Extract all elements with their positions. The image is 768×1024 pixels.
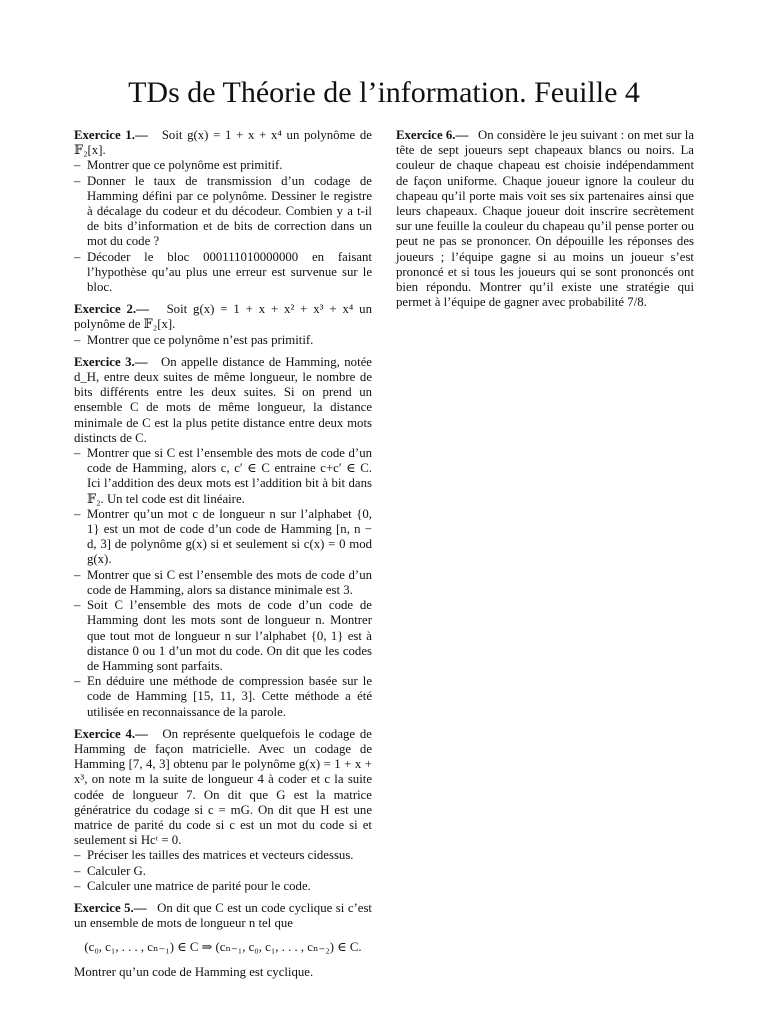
exercise-6-statement: [396, 128, 694, 310]
exercise-2-heading: Exercice 2.—: [74, 302, 149, 317]
exercise-5-statement: [74, 901, 372, 931]
exercise-2-question-1: – Montrer que ce polynôme n’est pas primitif.: [74, 333, 372, 348]
exercise-4-questions: [74, 848, 372, 894]
exercise-1-questions: [74, 158, 372, 295]
exercise-1-question-3: – Décoder le bloc 000111010000000 en faisant l’hypothèse qu’au plus une erreur est survenue sur le bloc.: [74, 250, 372, 296]
exercise-3-statement: [74, 355, 372, 446]
exercise-3-question-5: – En déduire une méthode de compression basée sur le code de Hamming [15, 11, 3]. Cette méthode a été utilisée en reconnaissance de la parole.: [74, 674, 372, 720]
exercise-5-formula: (c₀, c₁, . . . , cₙ₋₁) ∈ C ⇒ (cₙ₋₁, c₀, c₁, . . . , cₙ₋₂) ∈ C.: [84, 940, 362, 955]
exercise-2: [74, 302, 372, 348]
exercise-3: [74, 355, 372, 720]
exercise-3-question-4: – Soit C l’ensemble des mots de code d’un code de Hamming dont les mots sont de longueur n. Montrer que tout mot de longueur n sur l’alphabet {0, 1} est à distance 0 ou 1 d’un mot du code. On dit que les codes de Hamming sont parfaits.: [74, 598, 372, 674]
exercise-2-intro: Soit g(x) = 1 + x + x² + x³ + x⁴ un polynôme de 𝔽₂[x].: [74, 302, 372, 332]
exercise-3-question-1: – Montrer que si C est l’ensemble des mots de code d’un code de Hamming, alors c, c′ ∈ C entraine c+c′ ∈ C. Ici l’addition des deux mots est l’addition bit à bit dans 𝔽₂. Un tel code est dit linéaire.: [74, 446, 372, 507]
exercise-6-intro: On considère le jeu suivant : on met sur la tête de sept joueurs sept chapeaux blancs ou noirs. La couleur de chaque chapeau est choisie indépendamment de façon uniforme. Chaque joueur ignore la couleur du chapeau qu’il porte mais voit ses six partenaires ainsi que leurs chapeaux. Chaque joueur doit inscrire secrètement sur une feuille la couleur du chapeau qu’il pense porter ou peut ne pas se prononcer. On dépouille les réponses des joueurs ; l’équipe gagne si au moins un joueur s’est prononcé et si tous les joueurs qui se sont prononcés ont bien répondu. Montrer qu’il existe une stratégie qui permet à l’équipe de gagner avec probabilité 7/8.: [396, 128, 694, 310]
exercise-3-questions: [74, 446, 372, 720]
exercise-4-question-3: – Calculer une matrice de parité pour le code.: [74, 879, 372, 894]
exercise-5-heading: Exercice 5.—: [74, 900, 147, 915]
exercise-1-heading: Exercice 1.—: [74, 128, 148, 142]
exercise-5: [74, 901, 372, 980]
exercise-4-question-2: – Calculer G.: [74, 864, 372, 879]
exercise-6-heading: Exercice 6.—: [396, 128, 469, 142]
exercise-4-intro: On représente quelquefois le codage de Hamming de façon matricielle. Avec un codage de Hamming [7, 4, 3] obtenu par le polynôme g(x) = 1 + x + x³, on note m la suite de longueur 4 à coder et c la suite codée de longueur 7. On dit que G est la matrice génératrice du codage si c = mG. On dit que H est une matrice de parité du code si c est un mot du code si et seulement si Hcᵗ = 0.: [74, 726, 372, 848]
exercise-5-question: Montrer qu’un code de Hamming est cyclique.: [74, 964, 314, 979]
exercise-4-statement: [74, 727, 372, 849]
exercise-4-heading: Exercice 4.—: [74, 726, 148, 741]
exercise-4: [74, 727, 372, 894]
page-title: TDs de Théorie de l’information. Feuille 4: [128, 76, 640, 109]
exercise-3-question-2: – Montrer qu’un mot c de longueur n sur l’alphabet {0, 1} est un mot de code d’un code de Hamming [n, n − d, 3] de polynôme g(x) si et seulement si c(x) = 0 mod g(x).: [74, 507, 372, 568]
exercise-3-intro: On appelle distance de Hamming, notée d_H, entre deux suites de même longueur, le nombre de bits différents entre les deux suites. Si on prend un ensemble C de mots de même longueur, la distance minimale de C est la plus petite distance entre deux mots distincts de C.: [74, 354, 372, 445]
exercise-3-question-3: – Montrer que si C est l’ensemble des mots de code d’un code de Hamming, alors sa distance minimale est 3.: [74, 568, 372, 598]
left-column: [74, 128, 372, 987]
exercise-1-question-1: – Montrer que ce polynôme est primitif.: [74, 158, 372, 173]
exercise-4-question-1: – Préciser les tailles des matrices et vecteurs cidessus.: [74, 848, 372, 863]
right-column: [396, 128, 694, 317]
exercise-2-statement: [74, 302, 372, 332]
exercise-3-heading: Exercice 3.—: [74, 354, 148, 369]
exercise-1-intro: Soit g(x) = 1 + x + x⁴ un polynôme de 𝔽₂[x].: [74, 128, 372, 158]
exercise-1-statement: [74, 128, 372, 158]
exercise-1: [74, 128, 372, 295]
exercise-5-intro: On dit que C est un code cyclique si c’est un ensemble de mots de longueur n tel que: [74, 900, 372, 931]
exercise-2-questions: [74, 333, 372, 348]
exercise-1-question-2: – Donner le taux de transmission d’un codage de Hamming défini par ce polynôme. Dessiner le registre à décalage du codeur et du décodeur. Combien y a t-il de bits d’information et de bits de correction dans un mot du code ?: [74, 174, 372, 250]
exercise-6: [396, 128, 694, 310]
